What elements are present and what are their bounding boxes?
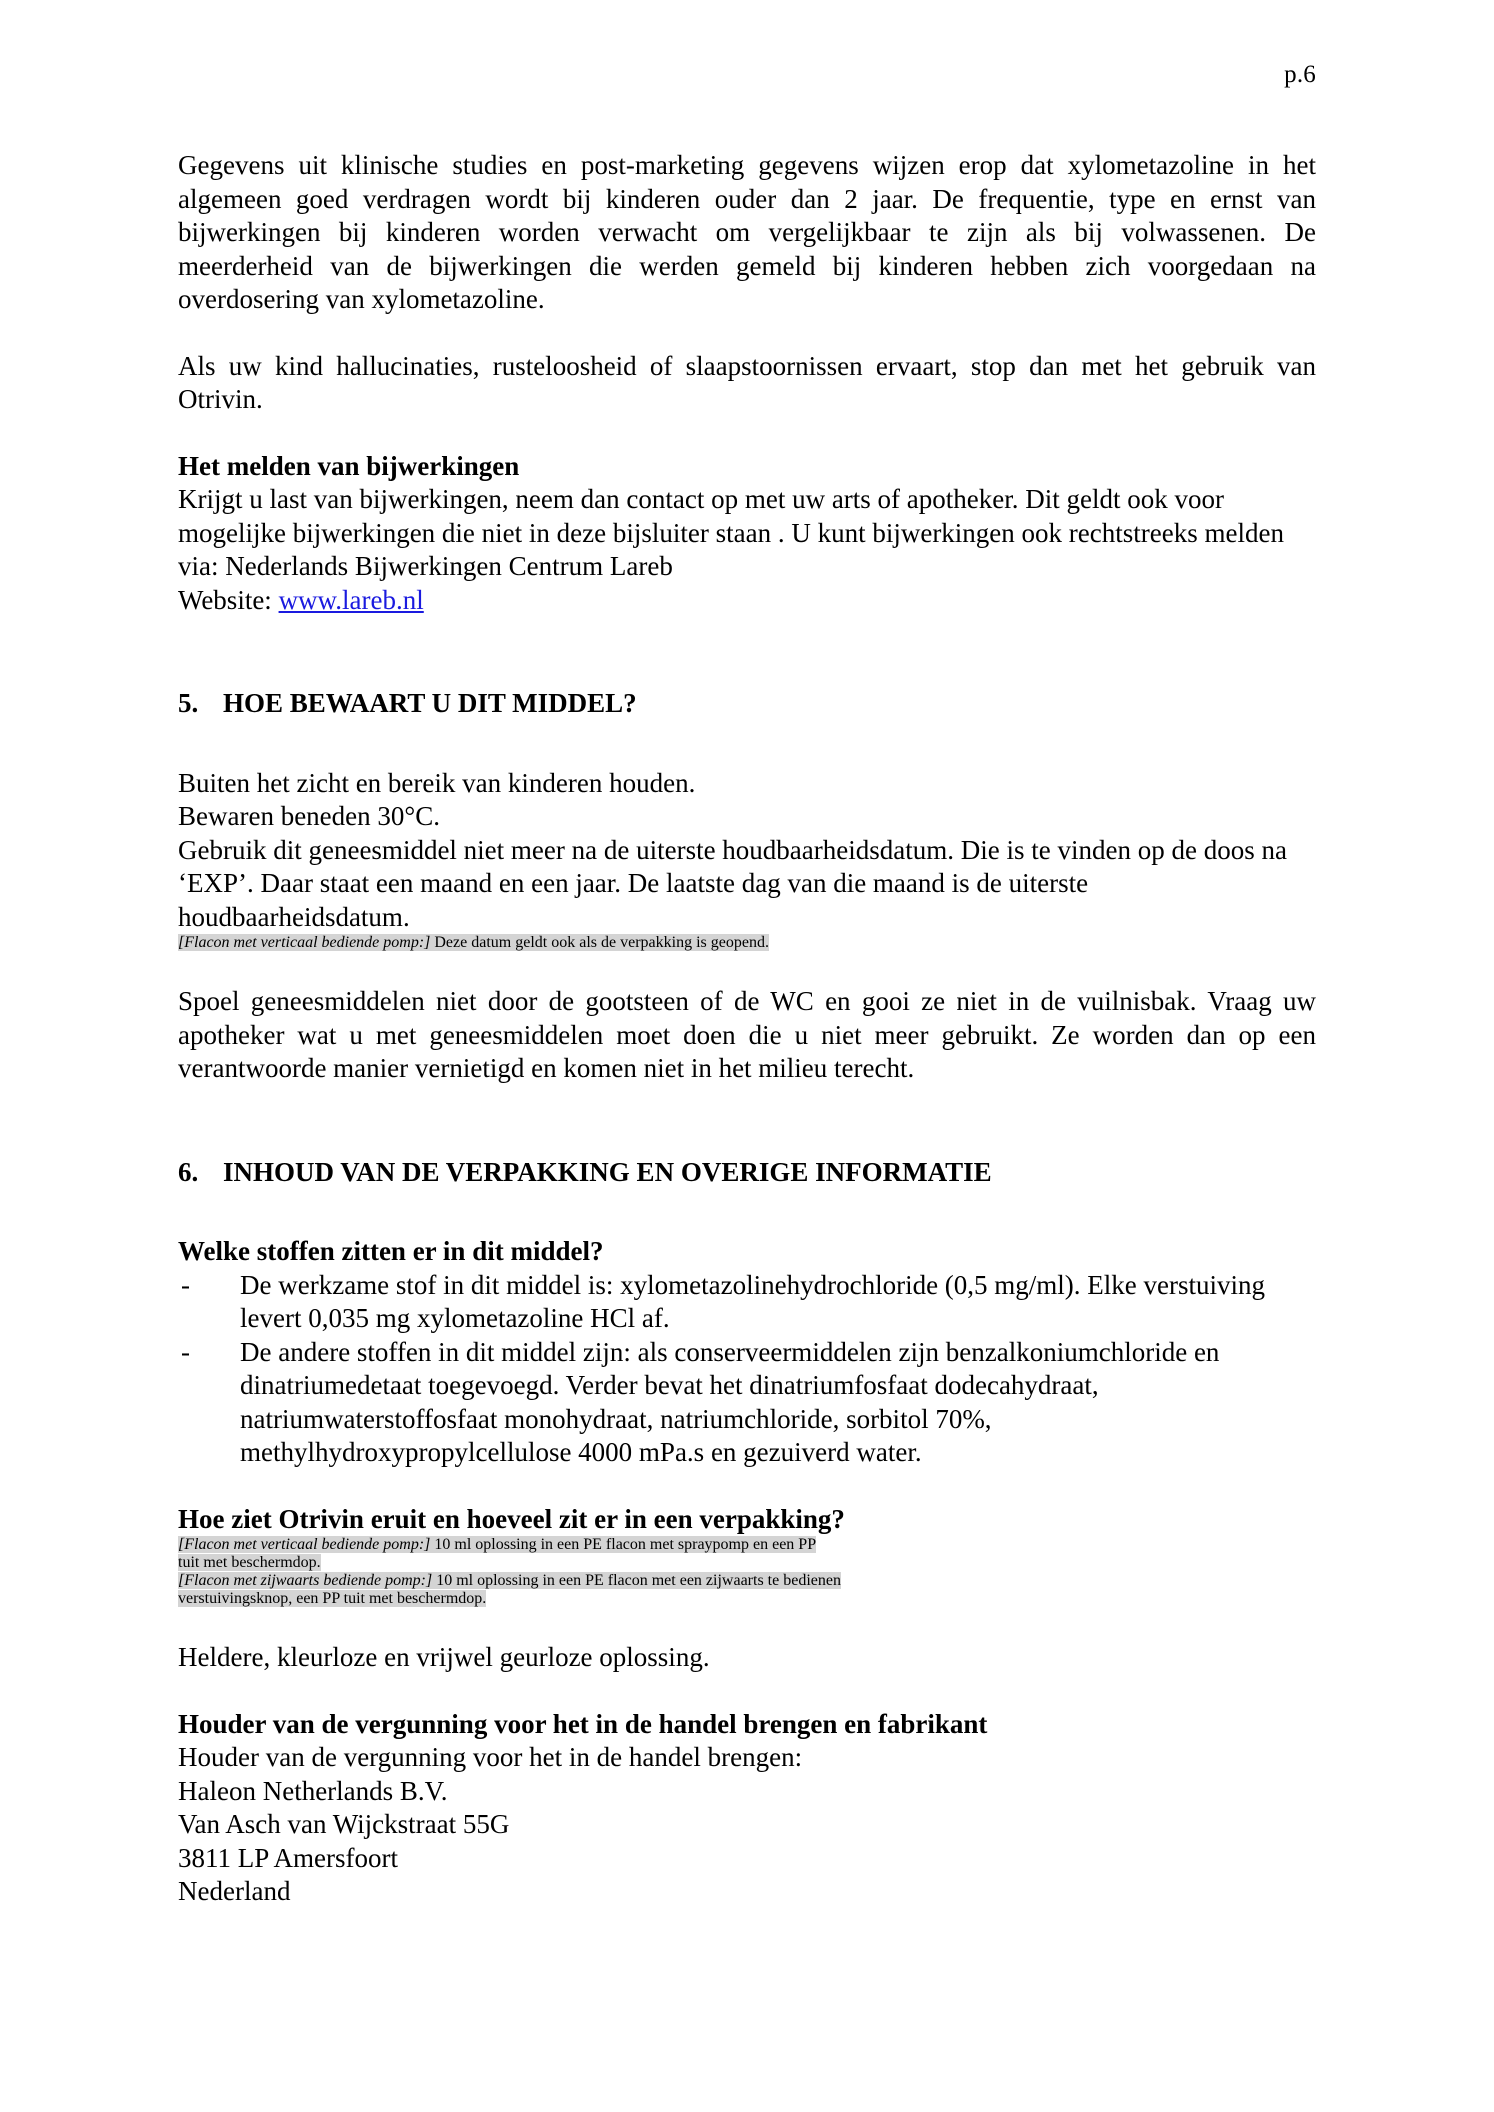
spacer — [178, 87, 1316, 149]
section-5-number: 5. — [178, 688, 199, 718]
storage-line: houdbaarheidsdatum. — [178, 901, 410, 932]
address-line: Nederland — [178, 1876, 291, 1906]
section-5-heading — [178, 687, 1316, 721]
storage-line: ‘EXP’. Daar staat een maand en een jaar. De laatste dag van die maand is de uiterste — [178, 868, 1089, 898]
highlighted-expiry-note — [178, 934, 1316, 952]
list-item — [178, 1336, 1316, 1470]
spacer — [178, 317, 1316, 350]
storage-line: Buiten het zicht en bereik van kinderen houden. — [178, 767, 696, 798]
appearance-vertical-pump-line-2 — [178, 1554, 1316, 1572]
storage-line: Bewaren beneden 30°C. — [178, 801, 440, 831]
heading-appearance: Hoe ziet Otrivin eruit en hoeveel zit er in een verpakking? — [178, 1503, 845, 1534]
website-line — [178, 584, 1316, 618]
section-6-title: INHOUD VAN DE VERPAKKING EN OVERIGE INFORMATIE — [223, 1156, 992, 1187]
appearance-side-pump-line-1 — [178, 1572, 1316, 1590]
lareb-website-link[interactable]: www.lareb.nl — [278, 584, 424, 615]
address-line: Van Asch van Wijckstraat 55G — [178, 1809, 510, 1839]
appearance-side-text-cont: verstuivingsknop, een PP tuit met beschermdop. — [178, 1590, 487, 1607]
dash-marker: - — [181, 1269, 190, 1300]
appearance-vertical-pump-line-1 — [178, 1536, 1316, 1554]
flacon-vertical-tag: [Flacon met verticaal bediende pomp:] — [178, 934, 431, 951]
paragraph-solution-description: Heldere, kleurloze en vrijwel geurloze oplossing. — [178, 1642, 710, 1672]
paragraph-children-tolerance: Gegevens uit klinische studies en post-marketing gegevens wijzen erop dat xylometazoline in het algemeen goed verdragen wordt bij kinderen ouder dan 2 jaar. De frequentie, type en ernst van bijwerkingen bij kinderen worden verwacht om vergelijkbaar te zijn als bij volwassenen. De meerderheid van de bijwerkingen die werden gemeld bij kinderen hebben zich voorgedaan na overdosering van xylometazoline. — [178, 150, 1316, 314]
spacer — [178, 1675, 1316, 1708]
ingredient-text: De andere stoffen in dit middel zijn: als conserveermiddelen zijn benzalkoniumchloride en dinatriumedetaat toegevoegd. Verder bevat het dinatriumfosfaat dodecahydraat, natriumwaterstoffosfaat monohydraat, natriumchloride, sorbitol 70%, methylhydroxypropylcellulose 4000 mPa.s en gezuiverd water. — [240, 1336, 1220, 1467]
address-line: Haleon Netherlands B.V. — [178, 1775, 448, 1806]
appearance-vertical-text-cont: tuit met beschermdop. — [178, 1554, 321, 1571]
website-label: Website: — [178, 584, 272, 615]
spacer — [178, 1470, 1316, 1503]
address-line: Houder van de vergunning voor het in de handel brengen: — [178, 1742, 803, 1772]
section-6-number: 6. — [178, 1156, 199, 1187]
spacer — [178, 1189, 1316, 1235]
paragraph-hallucinations-warning: Als uw kind hallucinaties, rusteloosheid of slaapstoornissen ervaart, stop dan met het gebruik van Otrivin. — [178, 350, 1316, 414]
ingredient-text: De werkzame stof in dit middel is: xylometazolinehydrochloride (0,5 mg/ml). Elke verstuiving levert 0,035 mg xylometazoline HCl af. — [240, 1269, 1266, 1333]
heading-marketing-authorisation: Houder van de vergunning voor het in de handel brengen en fabrikant — [178, 1708, 988, 1739]
flacon-side-tag: [Flacon met zijwaarts bediende pomp:] — [178, 1572, 433, 1589]
section-5-title: HOE BEWAART U DIT MIDDEL? — [223, 688, 637, 718]
spacer — [178, 721, 1316, 767]
address-line: 3811 LP Amersfoort — [178, 1842, 398, 1873]
heading-ingredients: Welke stoffen zitten er in dit middel? — [178, 1236, 604, 1266]
appearance-side-text: 10 ml oplossing in een PE flacon met een zijwaarts te bedienen — [432, 1572, 841, 1589]
expiry-note-text: Deze datum geldt ook als de verpakking is geopend. — [430, 934, 769, 951]
page-content — [178, 0, 1316, 1909]
spacer — [178, 1608, 1316, 1641]
dash-marker: - — [181, 1336, 190, 1367]
spacer — [178, 1086, 1316, 1156]
storage-line: Gebruik dit geneesmiddel niet meer na de uiterste houdbaarheidsdatum. Die is te vinden op de doos na — [178, 834, 1287, 865]
appearance-vertical-text: 10 ml oplossing in een PE flacon met spraypomp en een PP — [430, 1536, 817, 1553]
marketing-authorisation-address — [178, 1741, 1316, 1909]
ingredients-list — [178, 1269, 1316, 1470]
spacer — [178, 417, 1316, 450]
appearance-side-pump-line-2 — [178, 1590, 1316, 1608]
paragraph-reporting-body: Krijgt u last van bijwerkingen, neem dan contact op met uw arts of apotheker. Dit geldt ook voor mogelijke bijwerkingen die niet in deze bijsluiter staan . U kunt bijwerkingen ook rechtstreeks melden via: Nederlands Bijwerkingen Centrum Lareb — [178, 484, 1284, 581]
flacon-vertical-tag: [Flacon met verticaal bediende pomp:] — [178, 1536, 431, 1553]
section-6-heading — [178, 1156, 1316, 1190]
spacer — [178, 617, 1316, 687]
paragraph-disposal: Spoel geneesmiddelen niet door de gootsteen of de WC en gooi ze niet in de vuilnisbak. Vraag uw apotheker wat u met geneesmiddelen moet doen die u niet meer gebruikt. Ze worden dan op een verantwoorde manier vernietigd en komen niet in het milieu terecht. — [178, 986, 1316, 1083]
page-number: p.6 — [1284, 61, 1316, 88]
heading-reporting-side-effects: Het melden van bijwerkingen — [178, 450, 520, 481]
spacer — [178, 952, 1316, 985]
list-item — [178, 1269, 1316, 1336]
section-5-storage-lines — [178, 767, 1316, 935]
